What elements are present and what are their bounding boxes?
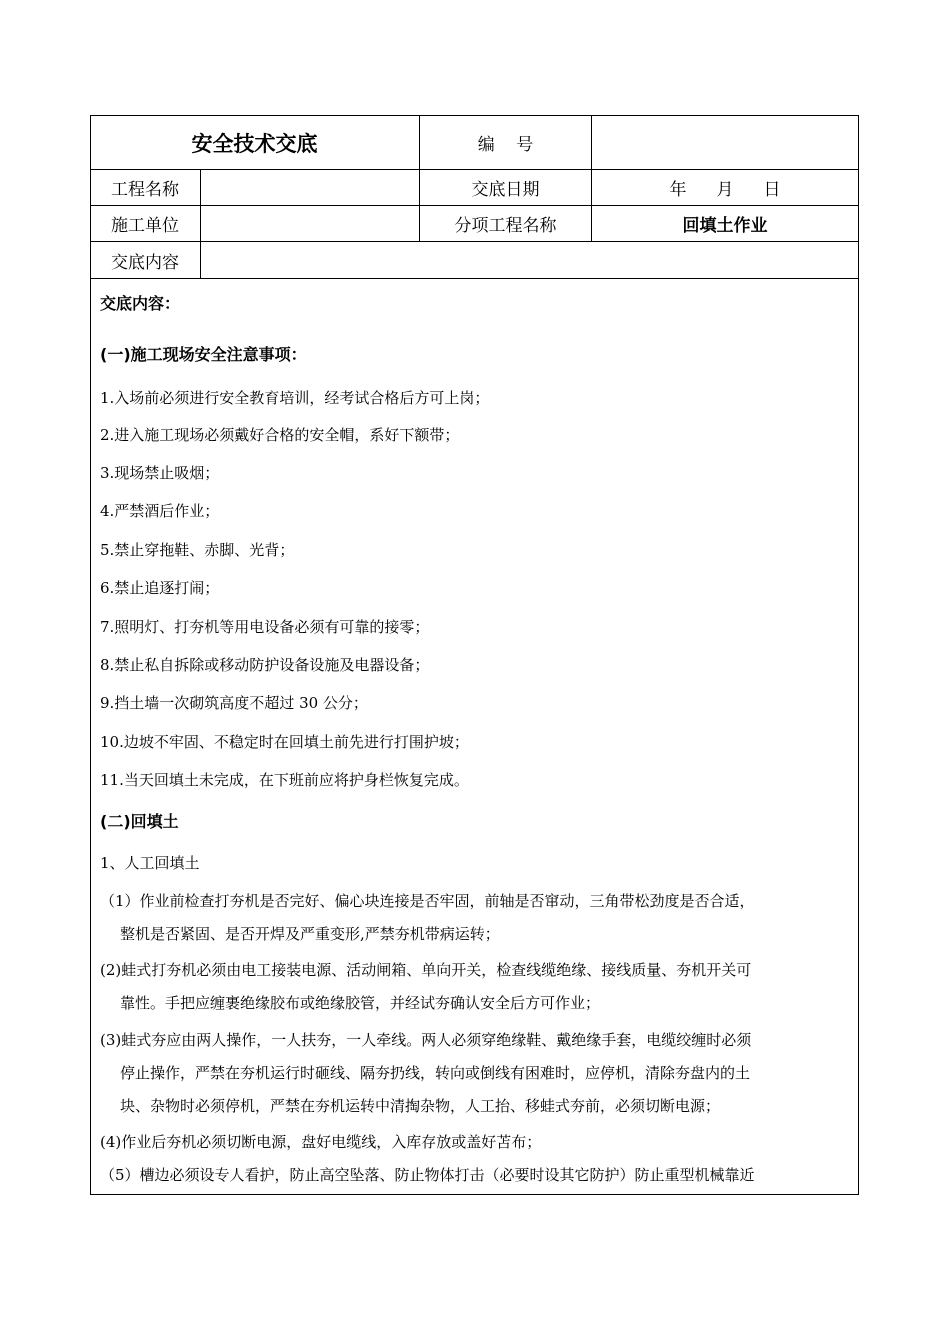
paragraph-line: 块、杂物时必须停机，严禁在夯机运转中清掏杂物，人工抬、移蛙式夯前，必须切断电源； <box>120 1097 721 1115</box>
section2-title: (二)回填土 <box>100 812 179 831</box>
list-item: 11.当天回填土未完成，在下班前应将护身栏恢复完成。 <box>100 771 469 789</box>
body-intro: 交底内容： <box>100 294 181 313</box>
list-item: 4.严禁酒后作业； <box>100 502 220 520</box>
paragraph <box>100 1159 852 1192</box>
list-item: 7.照明灯、打夯机等用电设备必须有可靠的接零； <box>100 618 430 636</box>
list-item: 2.进入施工现场必须戴好合格的安全帽，系好下额带； <box>100 426 460 444</box>
sub-project-label: 分项工程名称 <box>454 216 557 236</box>
list-item: 8.禁止私自拆除或移动防护设备设施及电器设备； <box>100 656 430 674</box>
paragraph-line: 靠性。手把应缠裹绝缘胶布或绝缘胶管，并经试夯确认安全后方可作业； <box>120 994 601 1012</box>
number-value <box>592 116 858 169</box>
project-name-value <box>201 170 419 205</box>
list-item: 10.边坡不牢固、不稳定时在回填土前先进行打围护坡； <box>100 733 469 751</box>
section2-subtitle: 1、人工回填土 <box>100 854 200 872</box>
paragraph-line: （5）槽边必须设专人看护，防止高空坠落、防止物体打击（必要时设其它防护）防止重型机械靠近 <box>100 1166 755 1184</box>
sub-project-value: 回填土作业 <box>682 216 768 236</box>
list-item: 6.禁止追逐打闹； <box>100 579 220 597</box>
date-day: 日 <box>763 180 781 200</box>
list-item: 3.现场禁止吸烟； <box>100 464 220 482</box>
project-name-label: 工程名称 <box>111 180 179 200</box>
date-value <box>592 170 858 205</box>
date-month: 月 <box>716 180 734 200</box>
date-label: 交底日期 <box>471 180 540 200</box>
paragraph-line: (2)蛙式打夯机必须由电工接装电源、活动闸箱、单向开关，检查线缆绝缘、接线质量、夯机开关可 <box>100 961 752 979</box>
paragraph-line: (4)作业后夯机必须切断电源，盘好电缆线，入库存放或盖好苫布； <box>100 1133 542 1151</box>
table-rule <box>90 278 859 279</box>
content-label: 交底内容 <box>111 252 179 273</box>
paragraph-line: 整机是否紧固、是否开焊及严重变形,严禁夯机带病运转； <box>120 925 500 943</box>
paragraph <box>100 954 852 1020</box>
document-title: 安全技术交底 <box>191 131 318 156</box>
paragraph <box>100 885 852 951</box>
unit-label: 施工单位 <box>111 216 179 236</box>
paragraph-line: 停止操作，严禁在夯机运行时砸线、隔夯扔线，转向或倒线有困难时，应停机，清除夯盘内的土 <box>120 1064 751 1082</box>
number-label: 编 号 <box>477 135 534 155</box>
list-item: 1.入场前必须进行安全教育培训，经考试合格后方可上岗； <box>100 389 490 407</box>
date-year: 年 <box>669 180 687 200</box>
section1-title: (一)施工现场安全注意事项： <box>100 345 307 364</box>
paragraph-line: (3)蛙式夯应由两人操作，一人扶夯，一人牵线。两人必须穿绝缘鞋、戴绝缘手套，电缆绞缠时必须 <box>100 1031 752 1049</box>
paragraph-line: （1）作业前检查打夯机是否完好、偏心块连接是否牢固，前轴是否窜动，三角带松劲度是否合适， <box>100 892 755 910</box>
content-value <box>201 242 858 278</box>
paragraph <box>100 1024 852 1123</box>
list-item: 5.禁止穿拖鞋、赤脚、光背； <box>100 541 295 559</box>
paragraph <box>100 1126 852 1159</box>
unit-value <box>201 206 419 241</box>
list-item: 9.挡土墙一次砌筑高度不超过 30 公分； <box>100 694 368 712</box>
